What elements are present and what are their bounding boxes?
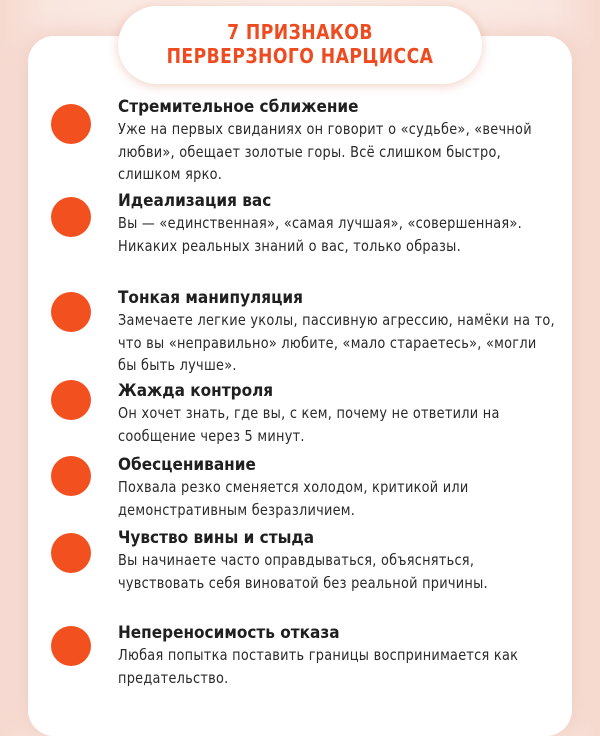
- item-description: Он хочет знать, где вы, с кем, почему не ответили на сообщение через 5 минут.: [118, 404, 500, 445]
- list-item-text: [118, 380, 568, 447]
- bullet-dot-icon: [51, 456, 91, 496]
- item-description: Любая попытка поставить границы воспринимается как предательство.: [118, 646, 519, 687]
- item-description: Похвала резко сменяется холодом, критикой или демонстративным безразличием.: [118, 478, 469, 519]
- item-heading: Чувство вины и стыда: [118, 528, 315, 548]
- bullet-dot-icon: [51, 104, 91, 144]
- item-heading: Жажда контроля: [118, 381, 274, 401]
- item-heading: Непереносимость отказа: [118, 623, 340, 643]
- list-item-text: [118, 454, 568, 521]
- item-description: Вы — «единственная», «самая лучшая», «совершенная». Никаких реальных знаний о вас, только образы.: [118, 214, 522, 255]
- bullet-dot-icon: [51, 380, 91, 420]
- title-line-1: 7 ПРИЗНАКОВ: [227, 20, 373, 44]
- bullet-dot-icon: [51, 197, 91, 237]
- list-item-text: [118, 527, 568, 594]
- item-heading: Тонкая манипуляция: [118, 288, 303, 308]
- item-heading: Идеализация вас: [118, 191, 272, 211]
- item-description: Уже на первых свиданиях он говорит о «судьбе», «вечной любви», обещает золотые горы. Всё слишком быстро, слишком ярко.: [118, 120, 532, 183]
- title-badge: [118, 6, 482, 84]
- bullet-dot-icon: [51, 626, 91, 666]
- list-item-text: [118, 622, 568, 689]
- item-heading: Обесценивание: [118, 455, 256, 475]
- list-item-text: [118, 190, 568, 257]
- item-heading: Стремительное сближение: [118, 97, 359, 117]
- bullet-dot-icon: [51, 292, 91, 332]
- item-description: Вы начинаете часто оправдываться, объясняться, чувствовать себя виноватой без реальной причины.: [118, 551, 488, 592]
- item-description: Замечаете легкие уколы, пассивную агрессию, намёки на то, что вы «неправильно» любите, «мало стараетесь», «могли бы быть лучше».: [118, 311, 555, 374]
- list-item-text: [118, 96, 568, 186]
- title-line-2: ПЕРВЕРЗНОГО НАРЦИССА: [166, 44, 434, 68]
- bullet-dot-icon: [51, 533, 91, 573]
- list-item-text: [118, 287, 568, 377]
